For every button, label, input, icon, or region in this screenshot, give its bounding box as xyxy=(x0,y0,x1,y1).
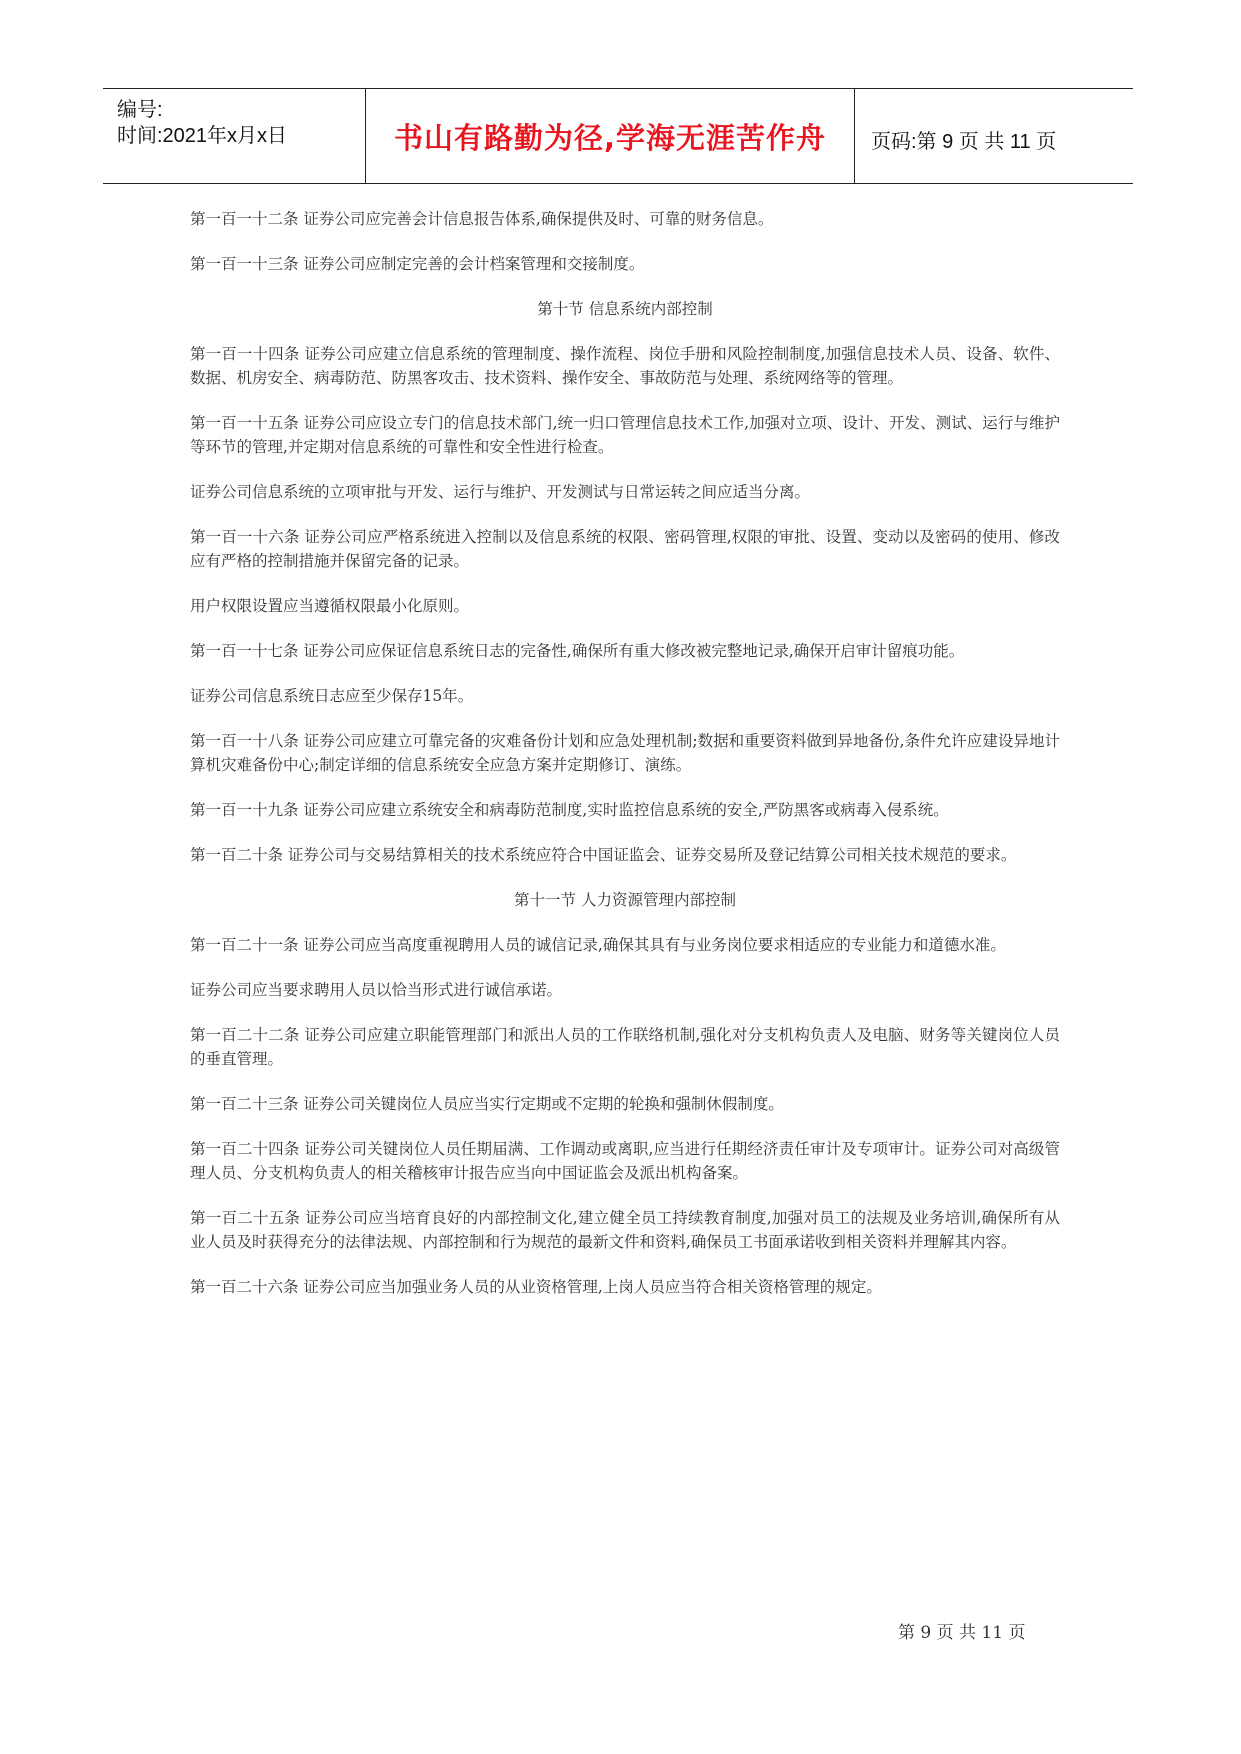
paragraph: 第一百二十一条 证券公司应当高度重视聘用人员的诚信记录,确保其具有与业务岗位要求相适应的专业能力和道德水准。 xyxy=(190,936,1006,954)
paragraph: 第一百二十三条 证券公司关键岗位人员应当实行定期或不定期的轮换和强制休假制度。 xyxy=(190,1095,784,1113)
section-heading: 第十节 信息系统内部控制 xyxy=(537,300,713,318)
header-motto: 书山有路勤为径,学海无涯苦作舟 xyxy=(393,121,827,155)
paragraph: 证券公司信息系统日志应至少保存15年。 xyxy=(190,687,474,705)
footer-page-number: 第 9 页 共 11 页 xyxy=(898,1623,1026,1643)
paragraph: 第一百二十四条 证券公司关键岗位人员任期届满、工作调动或离职,应当进行任期经济责任审计及专项审计。证券公司对高级管理人员、分支机构负责人的相关稽核审计报告应当向中国证监会及派出机构备案。 xyxy=(190,1140,1060,1182)
document-body xyxy=(190,207,1060,1320)
paragraph: 第一百一十三条 证券公司应制定完善的会计档案管理和交接制度。 xyxy=(190,255,645,273)
section-heading: 第十一节 人力资源管理内部控制 xyxy=(514,891,736,909)
paragraph: 第一百一十九条 证券公司应建立系统安全和病毒防范制度,实时监控信息系统的安全,严防黑客或病毒入侵系统。 xyxy=(190,801,949,819)
paragraph: 证券公司信息系统的立项审批与开发、运行与维护、开发测试与日常运转之间应适当分离。 xyxy=(190,483,811,501)
header-left-cell xyxy=(103,89,366,183)
paragraph: 第一百一十七条 证券公司应保证信息系统日志的完备性,确保所有重大修改被完整地记录,确保开启审计留痕功能。 xyxy=(190,642,965,660)
paragraph: 第一百一十二条 证券公司应完善会计信息报告体系,确保提供及时、可靠的财务信息。 xyxy=(190,210,774,228)
paragraph: 第一百一十八条 证券公司应建立可靠完备的灾难备份计划和应急处理机制;数据和重要资料做到异地备份,条件允许应建设异地计算机灾难备份中心;制定详细的信息系统安全应急方案并定期修订、演练。 xyxy=(190,732,1060,774)
paragraph: 证券公司应当要求聘用人员以恰当形式进行诚信承诺。 xyxy=(190,981,563,999)
paragraph: 第一百一十五条 证券公司应设立专门的信息技术部门,统一归口管理信息技术工作,加强对立项、设计、开发、测试、运行与维护等环节的管理,并定期对信息系统的可靠性和安全性进行检查。 xyxy=(190,414,1060,456)
paragraph: 第一百一十四条 证券公司应建立信息系统的管理制度、操作流程、岗位手册和风险控制制度,加强信息技术人员、设备、软件、数据、机房安全、病毒防范、防黑客攻击、技术资料、操作安全、事故防范与处理、系统网络等的管理。 xyxy=(190,345,1060,387)
page-header xyxy=(103,88,1133,184)
document-date: 时间:2021年x月x日 xyxy=(117,125,288,147)
header-motto-cell xyxy=(366,89,855,183)
header-page-number: 页码:第 9 页 共 11 页 xyxy=(871,131,1057,153)
paragraph: 第一百一十六条 证券公司应严格系统进入控制以及信息系统的权限、密码管理,权限的审批、设置、变动以及密码的使用、修改应有严格的控制措施并保留完备的记录。 xyxy=(190,528,1060,570)
paragraph: 用户权限设置应当遵循权限最小化原则。 xyxy=(190,597,470,615)
header-page-cell xyxy=(855,89,1133,183)
document-number-label: 编号: xyxy=(117,99,163,121)
paragraph: 第一百二十二条 证券公司应建立职能管理部门和派出人员的工作联络机制,强化对分支机构负责人及电脑、财务等关键岗位人员的垂直管理。 xyxy=(190,1026,1060,1068)
paragraph: 第一百二十六条 证券公司应当加强业务人员的从业资格管理,上岗人员应当符合相关资格管理的规定。 xyxy=(190,1278,882,1296)
paragraph: 第一百二十五条 证券公司应当培育良好的内部控制文化,建立健全员工持续教育制度,加强对员工的法规及业务培训,确保所有从业人员及时获得充分的法律法规、内部控制和行为规范的最新文件和资料,确保员工书面承诺收到相关资料并理解其内容。 xyxy=(190,1209,1060,1251)
paragraph: 第一百二十条 证券公司与交易结算相关的技术系统应符合中国证监会、证券交易所及登记结算公司相关技术规范的要求。 xyxy=(190,846,1017,864)
